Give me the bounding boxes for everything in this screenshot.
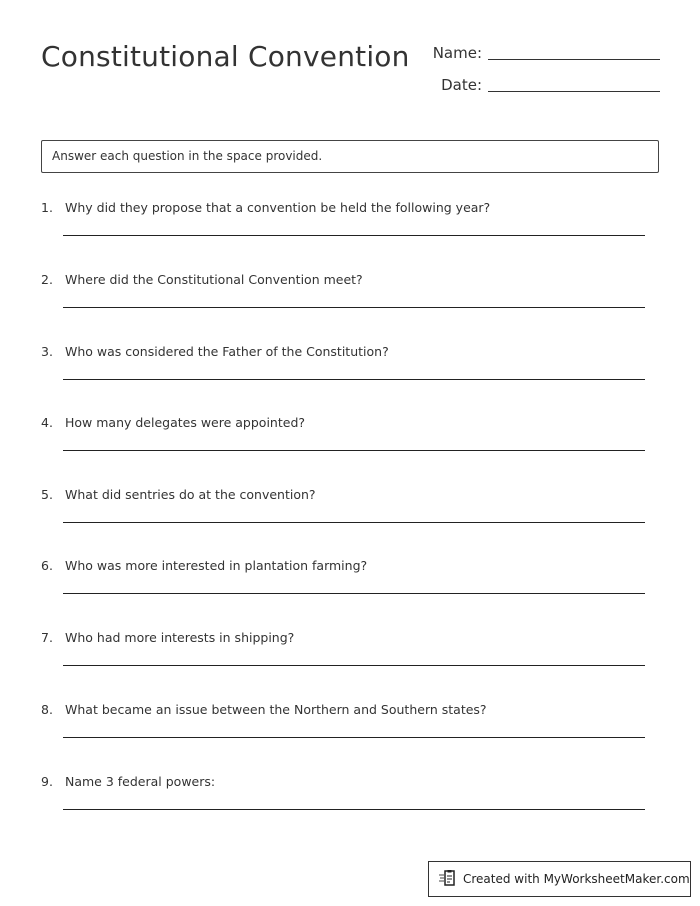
question-text: Who was more interested in plantation farming? — [65, 558, 368, 573]
credit-text: Created with MyWorksheetMaker.com — [463, 872, 690, 886]
question-text: What did sentries do at the convention? — [65, 487, 316, 502]
date-label: Date: — [441, 76, 482, 94]
question-text: How many delegates were appointed? — [65, 415, 306, 430]
answer-line — [63, 593, 645, 594]
question-number: 2. — [41, 272, 53, 287]
answer-line — [63, 809, 645, 810]
question-text: Who was considered the Father of the Constitution? — [65, 344, 389, 359]
worksheet-maker-logo-icon — [439, 869, 463, 890]
question-text: What became an issue between the Northern and Southern states? — [65, 702, 487, 717]
answer-line — [63, 235, 645, 236]
answer-line — [63, 737, 645, 738]
question-number: 1. — [41, 200, 53, 215]
answer-line — [63, 379, 645, 380]
question-number: 8. — [41, 702, 53, 717]
question-text: Where did the Constitutional Convention meet? — [65, 272, 363, 287]
answer-line — [63, 450, 645, 451]
question-number: 6. — [41, 558, 53, 573]
date-field — [420, 76, 660, 94]
name-blank-line — [488, 59, 660, 60]
answer-line — [63, 522, 645, 523]
question-text: Name 3 federal powers: — [65, 774, 216, 789]
instructions-box: Answer each question in the space provided. — [41, 140, 659, 173]
question-number: 4. — [41, 415, 53, 430]
answer-line — [63, 307, 645, 308]
question-text: Why did they propose that a convention be held the following year? — [65, 200, 491, 215]
answer-line — [63, 665, 645, 666]
question-number: 9. — [41, 774, 53, 789]
created-with-badge[interactable] — [428, 861, 691, 897]
question-text: Who had more interests in shipping? — [65, 630, 295, 645]
worksheet-title: Constitutional Convention — [41, 40, 410, 73]
date-blank-line — [488, 91, 660, 92]
question-number: 7. — [41, 630, 53, 645]
question-number: 3. — [41, 344, 53, 359]
question-number: 5. — [41, 487, 53, 502]
name-field — [420, 44, 660, 62]
name-label: Name: — [432, 44, 482, 62]
